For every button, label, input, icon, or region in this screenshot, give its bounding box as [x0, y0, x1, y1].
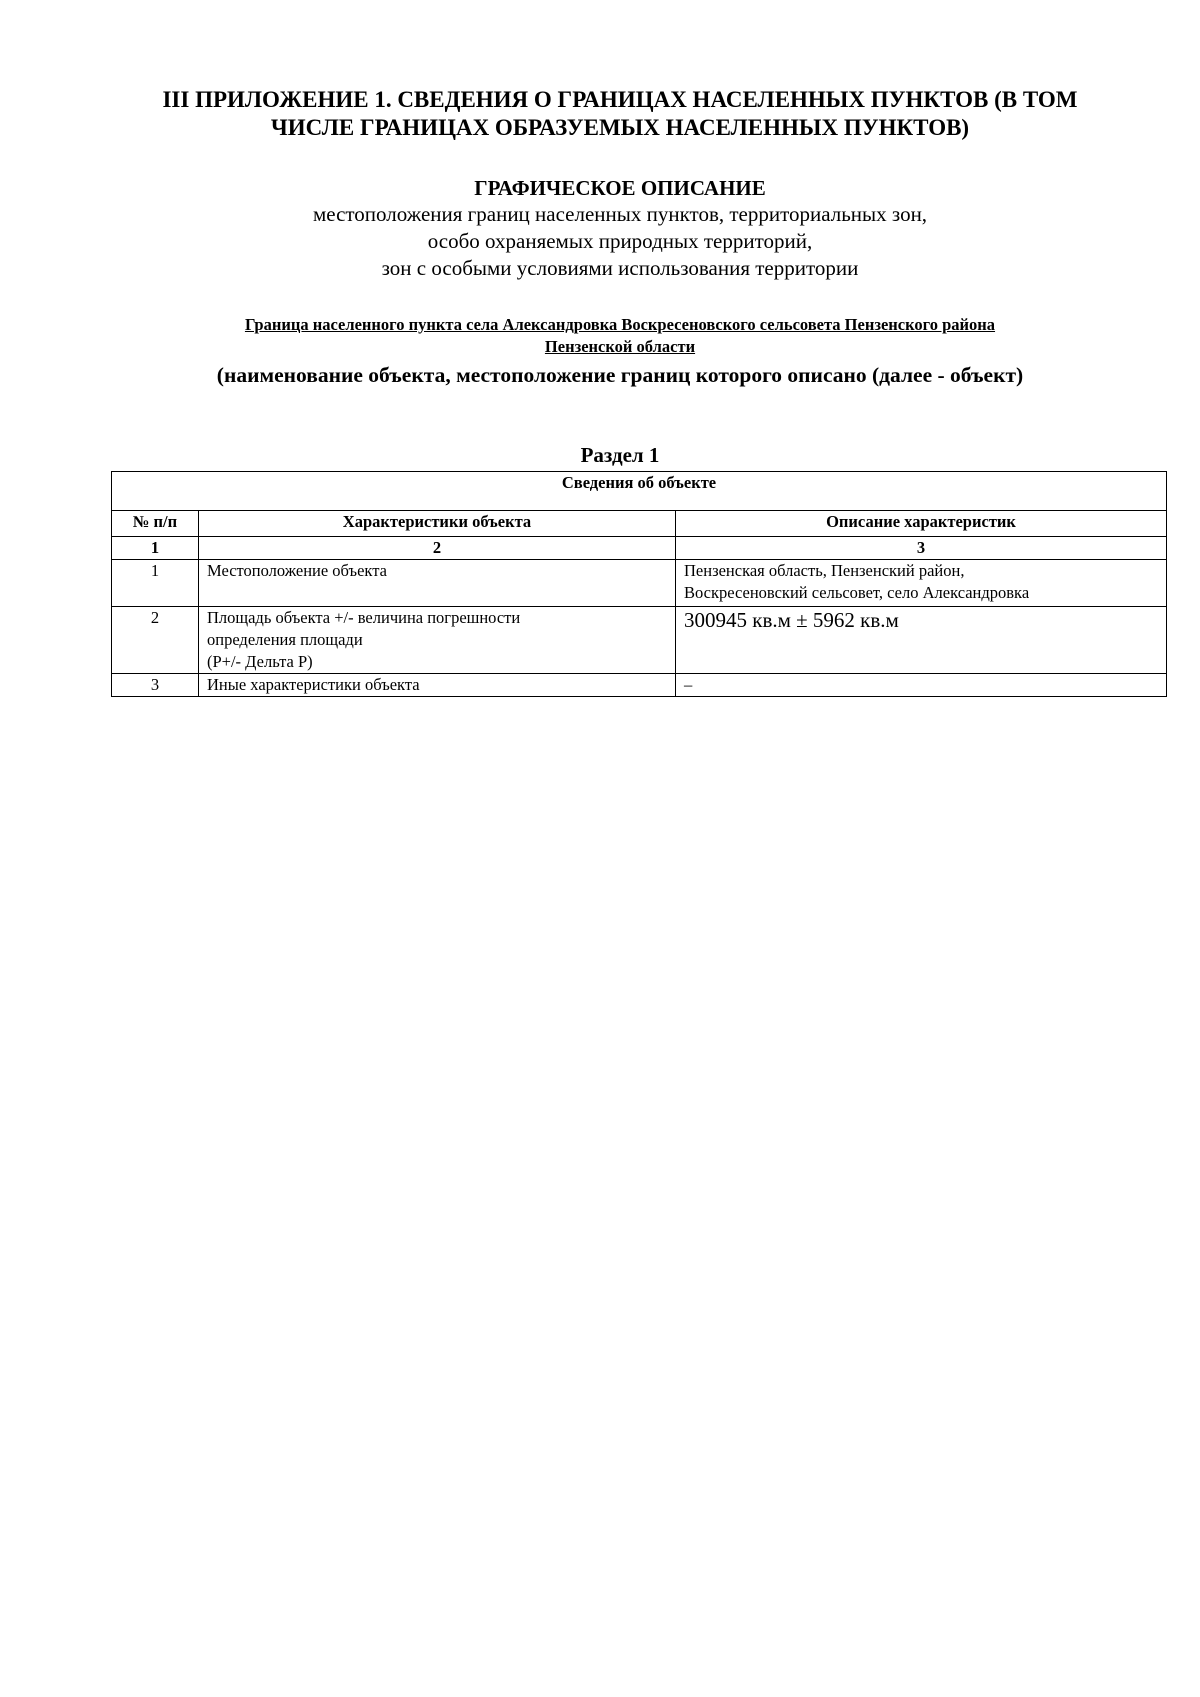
subtitle-line-3: зон с особыми условиями использования территории [381, 256, 859, 280]
row-description [676, 607, 1167, 674]
row-characteristic: Местоположение объекта [199, 560, 676, 607]
row-number: 1 [112, 560, 199, 607]
column-number-2: 2 [199, 537, 676, 560]
column-number-1: 1 [112, 537, 199, 560]
row-description: – [676, 674, 1167, 697]
subtitle-line-2: особо охраняемых природных территорий, [427, 229, 813, 253]
column-header-description: Описание характеристик [676, 511, 1167, 537]
description-line-2: Воскресеновский сельсовет, село Александровка [684, 583, 1030, 602]
area-value: 300945 кв.м ± 5962 кв.м [684, 608, 899, 632]
row-characteristic [199, 607, 676, 674]
section-title: Раздел 1 [580, 443, 660, 467]
characteristic-line-3: (Р+/- Дельта Р) [207, 652, 313, 671]
characteristic-line-2: определения площади [207, 630, 363, 649]
row-description [676, 560, 1167, 607]
row-number: 3 [112, 674, 199, 697]
subtitle-line-1: местоположения границ населенных пунктов, территориальных зон, [312, 202, 928, 226]
object-name-line-2: Пензенской области [544, 337, 696, 356]
table-row [112, 607, 1167, 674]
column-header-characteristic: Характеристики объекта [199, 511, 676, 537]
object-caption: (наименование объекта, местоположение границ которого описано (далее - объект) [216, 363, 1024, 387]
appendix-title-line-2: ЧИСЛЕ ГРАНИЦАХ ОБРАЗУЕМЫХ НАСЕЛЕННЫХ ПУНКТОВ) [270, 115, 970, 140]
table-caption-row [112, 472, 1167, 511]
column-number-row [112, 537, 1167, 560]
object-name-line-1: Граница населенного пункта села Александровка Воскресеновского сельсовета Пензенского района [244, 315, 996, 334]
column-number-3: 3 [676, 537, 1167, 560]
appendix-title-line-1: III ПРИЛОЖЕНИЕ 1. СВЕДЕНИЯ О ГРАНИЦАХ НАСЕЛЕННЫХ ПУНКТОВ (В ТОМ [162, 87, 1078, 112]
row-characteristic: Иные характеристики объекта [199, 674, 676, 697]
object-info-table [111, 471, 1167, 697]
table-header-row [112, 511, 1167, 537]
characteristic-line-1: Площадь объекта +/- величина погрешности [207, 608, 521, 627]
description-line-1: Пензенская область, Пензенский район, [684, 561, 965, 580]
appendix-title [120, 86, 1120, 142]
column-header-num: № п/п [112, 511, 199, 537]
graphic-description-title: ГРАФИЧЕСКОЕ ОПИСАНИЕ [474, 176, 766, 200]
row-number: 2 [112, 607, 199, 674]
table-row [112, 674, 1167, 697]
graphic-description-subtitle [120, 201, 1120, 282]
table-row [112, 560, 1167, 607]
object-name [120, 314, 1120, 358]
table-caption: Сведения об объекте [112, 472, 1167, 511]
